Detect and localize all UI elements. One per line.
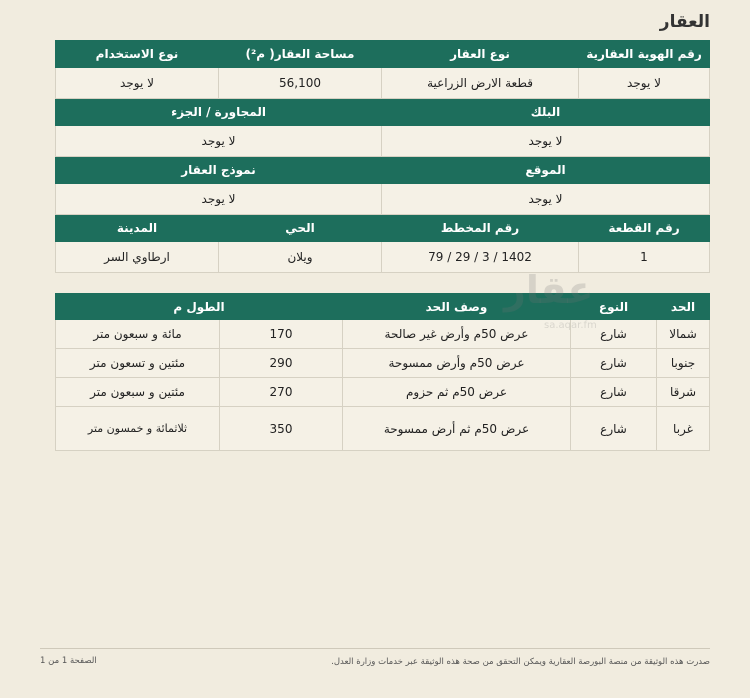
header-location: الموقع [382, 157, 710, 184]
value-property-type: قطعة الارض الزراعية [382, 68, 579, 99]
boundary-description: عرض 50م ثم حزوم [343, 378, 571, 407]
section-title: العقار [659, 12, 710, 32]
boundary-type: شارع [571, 378, 657, 407]
header-block: البلك [382, 99, 710, 126]
header-plan-number: رقم المخطط [382, 215, 579, 242]
value-property-id: لا يوجد [579, 68, 710, 99]
boundary-side: شمالا [657, 320, 710, 349]
boundary-description: عرض 50م وأرض غير صالحة [343, 320, 571, 349]
header-neighborhood-part: المجاورة / الجزء [56, 99, 382, 126]
header-description: وصف الحد [343, 294, 571, 320]
footer-divider [40, 648, 710, 649]
boundary-length-text: ثلاثمائة و خمسون متر [56, 407, 220, 451]
header-district: الحي [219, 215, 382, 242]
property-value-row-2 [56, 126, 710, 157]
header-property-area: مساحة العقار( م²) [219, 41, 382, 68]
watermark-logo-text: عقار [504, 268, 594, 312]
value-plot-number: 1 [579, 242, 710, 273]
boundary-type: شارع [571, 407, 657, 451]
boundary-type: شارع [571, 349, 657, 378]
boundary-length-text: مائة و سبعون متر [56, 320, 220, 349]
property-value-row-1 [56, 68, 710, 99]
value-neighborhood-part: لا يوجد [56, 126, 382, 157]
property-value-row-3 [56, 184, 710, 215]
value-plan-number: 1402 / 3 / 29 / 79 [382, 242, 579, 273]
value-property-model: لا يوجد [56, 184, 382, 215]
property-header-row-2 [56, 99, 710, 126]
header-type: النوع [571, 294, 657, 320]
boundaries-table [55, 293, 710, 451]
boundary-side: غربا [657, 407, 710, 451]
boundary-length-text: مئتين و سبعون متر [56, 378, 220, 407]
value-block: لا يوجد [382, 126, 710, 157]
property-value-row-4 [56, 242, 710, 273]
boundary-length: 350 [220, 407, 343, 451]
boundary-length: 270 [220, 378, 343, 407]
boundary-length: 290 [220, 349, 343, 378]
property-header-row-1 [56, 41, 710, 68]
value-location: لا يوجد [382, 184, 710, 215]
property-table [55, 40, 710, 273]
value-district: ويلان [219, 242, 382, 273]
boundary-side: جنوبا [657, 349, 710, 378]
header-length: الطول م [56, 294, 343, 320]
value-city: ارطاوي السر [56, 242, 219, 273]
boundary-type: شارع [571, 320, 657, 349]
table-row [56, 378, 710, 407]
boundary-length: 170 [220, 320, 343, 349]
boundaries-header-row [56, 294, 710, 320]
property-header-row-3 [56, 157, 710, 184]
header-property-id: رقم الهوية العقارية [579, 41, 710, 68]
header-property-type: نوع العقار [382, 41, 579, 68]
value-usage-type: لا يوجد [56, 68, 219, 99]
page-number: الصفحة 1 من 1 [40, 656, 97, 666]
table-row [56, 349, 710, 378]
header-usage-type: نوع الاستخدام [56, 41, 219, 68]
header-city: المدينة [56, 215, 219, 242]
boundary-length-text: مئتين و تسعون متر [56, 349, 220, 378]
boundary-description: عرض 50م ثم أرض ممسوحة [343, 407, 571, 451]
table-row [56, 407, 710, 451]
header-property-model: نموذج العقار [56, 157, 382, 184]
value-property-area: 56,100 [219, 68, 382, 99]
table-row [56, 320, 710, 349]
header-side: الحد [657, 294, 710, 320]
footer-note: صدرت هذه الوثيقة من منصة البورصة العقارية ويمكن التحقق من صحة هذه الوثيقة عبر خدمات وزارة العدل. [331, 657, 710, 667]
header-plot-number: رقم القطعة [579, 215, 710, 242]
boundary-side: شرقا [657, 378, 710, 407]
property-header-row-4 [56, 215, 710, 242]
boundary-description: عرض 50م وأرض ممسوحة [343, 349, 571, 378]
watermark-url: sa.aqar.fm [544, 320, 597, 331]
